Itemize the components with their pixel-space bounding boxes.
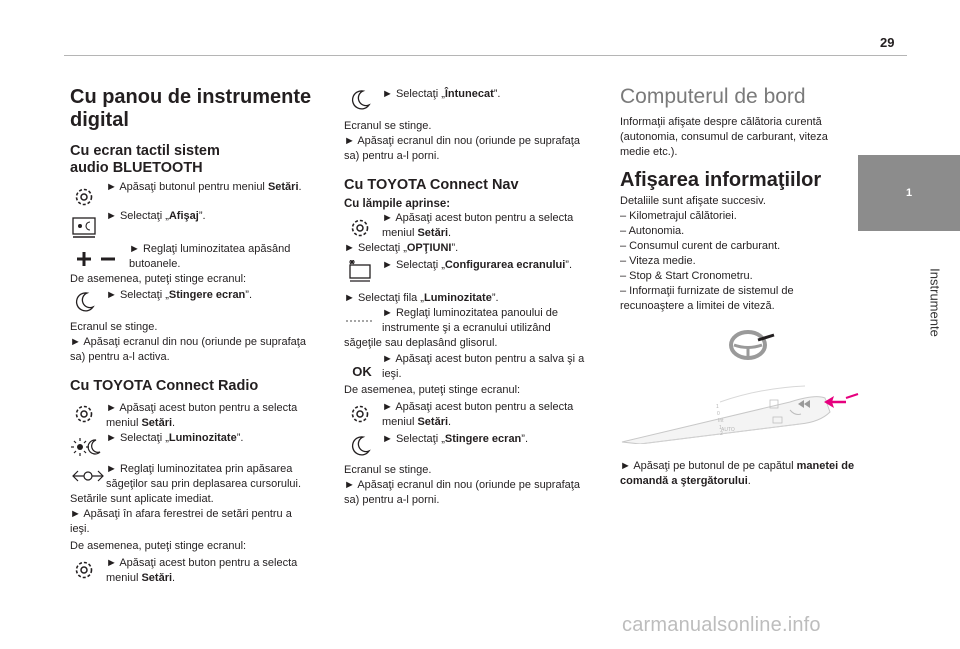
brightness-icon — [70, 433, 102, 461]
list-intro: Detaliile sunt afişate succesiv. — [620, 195, 766, 207]
list-item: – Stop & Start Cronometru. — [620, 270, 753, 282]
intro-l1: Informaţii afişate despre călătoria curentă — [620, 116, 822, 128]
moon-icon — [70, 288, 98, 316]
nav-step-adjust-l1: ► Reglaţi luminozitatea panoului de — [382, 307, 558, 319]
steering-wheel-icon — [728, 328, 778, 362]
step-screen-off: ► Selectaţi „Stingere ecran”. — [106, 289, 253, 301]
radio-off-step-l1: ► Apăsaţi acest buton pentru a selecta — [106, 557, 298, 569]
list-item: – Autonomia. — [620, 225, 685, 237]
gear-icon — [70, 556, 98, 584]
section-side-tab[interactable] — [858, 155, 960, 375]
intro-l2: (autonomia, consumul de carburant, viteza — [620, 131, 828, 143]
press-screen-again-l1: ► Apăsaţi ecranul din nou (oriunde pe suprafaţa — [70, 336, 306, 348]
nav-off-step-l1: ► Apăsaţi acest buton pentru a selecta — [382, 401, 574, 413]
press-again-l2: sa) pentru a-l porni. — [344, 150, 440, 162]
gear-icon — [346, 400, 374, 428]
nav-step-settings-l2: meniul Setări. — [382, 227, 452, 239]
svg-text:Int: Int — [718, 418, 724, 424]
press-outside-l2: ieşi. — [70, 523, 90, 535]
intro-l3: medie etc.). — [620, 146, 678, 158]
nav-step-save-l2: ieşi. — [382, 368, 402, 380]
nav-step-options: ► Selectaţi „OPŢIUNI”. — [344, 242, 459, 254]
footnote-l2: comandă a ştergătorului. — [620, 475, 751, 487]
subheading-bluetooth-l2: audio BLUETOOTH — [70, 160, 203, 176]
page-number: 29 — [880, 35, 895, 50]
radio-step-settings-l1: ► Apăsaţi acest buton pentru a selecta — [106, 402, 298, 414]
radio-step-settings-l2: meniul Setări. — [106, 417, 176, 429]
subheading-connect-radio: Cu TOYOTA Connect Radio — [70, 378, 259, 394]
radio-also-turn-off: De asemenea, puteţi stinge ecranul: — [70, 540, 247, 552]
screen-off-text-2: Ecranul se stinge. — [344, 120, 432, 132]
section-label: Instrumente — [927, 268, 943, 337]
footnote-l1: ► Apăsaţi pe butonul de pe capătul manetei de — [620, 460, 855, 472]
list-item: – Consumul curent de carburant. — [620, 240, 781, 252]
nav-step-adjust-l2: instrumente şi a ecranului utilizând — [382, 322, 551, 334]
list-item: – Kilometrajul călătoriei. — [620, 210, 737, 222]
screen-config-icon — [346, 258, 374, 286]
nav-step-save-l1: ► Apăsaţi acest buton pentru a salva şi a — [382, 353, 585, 365]
step-adjust-brightness-l1: ► Reglaţi luminozitatea apăsând — [129, 243, 291, 255]
minus-icon — [94, 245, 122, 273]
step-settings-menu: ► Apăsaţi butonul pentru meniul Setări. — [106, 181, 302, 193]
lamps-on-heading: Cu lămpile aprinse: — [344, 198, 451, 210]
list-item-continued: recunoaştere a limitei de viteză. — [620, 300, 775, 312]
nav-press-again-l2: sa) pentru a-l porni. — [344, 494, 440, 506]
nav-step-screen-off: ► Selectaţi „Stingere ecran”. — [382, 433, 529, 445]
radio-step-adjust-l1: ► Reglaţi luminozitatea prin apăsarea — [106, 463, 293, 475]
nav-step-screen-config: ► Selectaţi „Configurarea ecranului”. — [382, 259, 573, 271]
list-item: – Viteza medie. — [620, 255, 696, 267]
list-item: – Informaţii furnizate de sistemul de — [620, 285, 794, 297]
section-label-box — [909, 235, 960, 375]
ok-icon — [348, 357, 376, 385]
gear-icon — [70, 183, 98, 211]
nav-off-step-l2: meniul Setări. — [382, 416, 452, 428]
wiper-stalk-illustration — [620, 372, 860, 444]
press-outside-l1: ► Apăsaţi în afara ferestrei de setări pentru a — [70, 508, 292, 520]
watermark: carmanualsonline.info — [622, 614, 821, 636]
display-settings-icon — [70, 214, 98, 242]
trip-computer-title: Computerul de bord — [620, 85, 806, 108]
svg-text:1: 1 — [719, 425, 722, 431]
gear-icon — [346, 214, 374, 242]
press-screen-again-l2: sa) pentru a-l activa. — [70, 351, 170, 363]
nav-also-turn-off: De asemenea, puteţi stinge ecranul: — [344, 384, 521, 396]
also-turn-off-text: De asemenea, puteţi stinge ecranul: — [70, 273, 247, 285]
moon-icon — [346, 432, 374, 460]
nav-press-again-l1: ► Apăsaţi ecranul din nou (oriunde pe suprafaţa — [344, 479, 580, 491]
top-rule — [64, 55, 907, 56]
step-adjust-brightness-l2: butoanele. — [129, 258, 181, 270]
settings-applied-text: Setările sunt aplicate imediat. — [70, 493, 214, 505]
info-display-heading: Afişarea informaţiilor — [620, 169, 822, 191]
stalk-auto-label: AUTO — [721, 427, 735, 433]
step-select-display: ► Selectaţi „Afişaj”. — [106, 210, 206, 222]
radio-step-brightness: ► Selectaţi „Luminozitate”. — [106, 432, 244, 444]
subheading-connect-nav: Cu TOYOTA Connect Nav — [344, 177, 519, 193]
section-number: 1 — [858, 155, 960, 231]
svg-text:0: 0 — [717, 411, 720, 417]
svg-text:1: 1 — [716, 404, 719, 410]
col1-title-line2: digital — [70, 109, 129, 131]
radio-step-adjust-l2: săgeţilor sau prin deplasarea cursorului. — [106, 478, 302, 490]
slider-arrows-icon — [70, 462, 106, 490]
dots-slider-icon — [344, 306, 376, 334]
moon-icon — [346, 86, 374, 114]
nav-step-settings-l1: ► Apăsaţi acest buton pentru a selecta — [382, 212, 574, 224]
step-select-dark: ► Selectaţi „Întunecat”. — [382, 88, 501, 100]
subheading-bluetooth-l1: Cu ecran tactil sistem — [70, 143, 220, 159]
screen-off-text: Ecranul se stinge. — [70, 321, 158, 333]
col1-title-line1: Cu panou de instrumente — [70, 86, 312, 108]
nav-step-brightness-tab: ► Selectaţi fila „Luminozitate”. — [344, 292, 499, 304]
nav-screen-off-text: Ecranul se stinge. — [344, 464, 432, 476]
svg-text:2: 2 — [720, 431, 723, 437]
radio-off-step-l2: meniul Setări. — [106, 572, 176, 584]
press-again-l1: ► Apăsaţi ecranul din nou (oriunde pe suprafaţa — [344, 135, 580, 147]
nav-step-adjust-l3: săgeţile sau deplasând glisorul. — [344, 337, 498, 349]
ok-label: OK — [352, 363, 372, 379]
gear-icon — [70, 400, 98, 428]
